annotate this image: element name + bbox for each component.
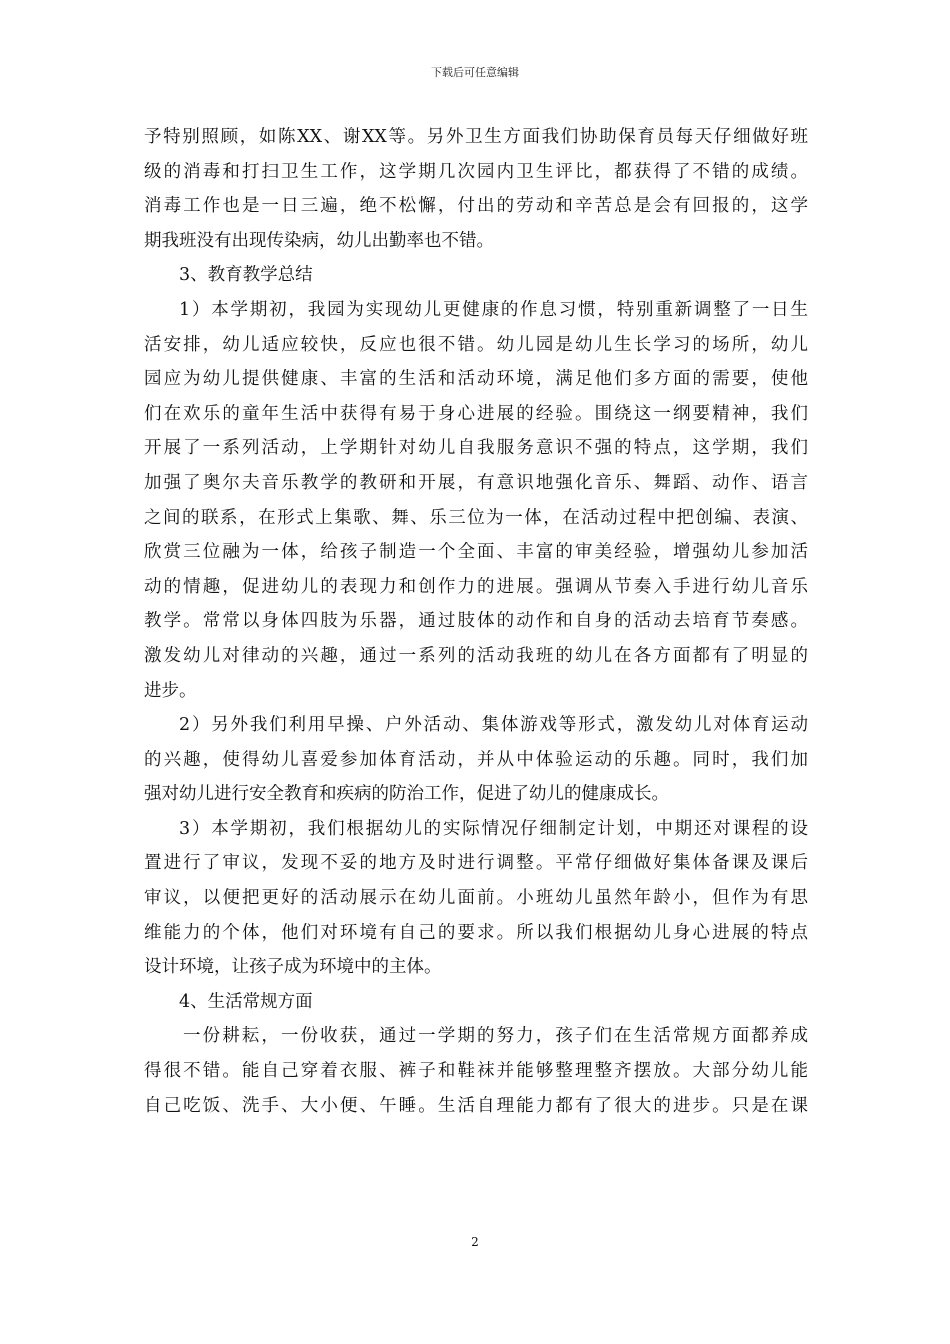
text-line: 2）另外我们利用早操、户外活动、集体游戏等形式，激发幼儿对体育运动: [179, 715, 808, 736]
text-line: 开展了一系列活动，上学期针对幼儿自我服务意识不强的特点，这学期，我们: [144, 438, 808, 459]
text-line: 进步。: [144, 680, 197, 701]
text-line: 活安排，幼儿适应较快，反应也很不错。幼儿园是幼儿生长学习的场所，幼儿: [144, 334, 808, 355]
page-header-note: 下载后可任意编辑: [431, 66, 519, 79]
page-number: 2: [471, 1235, 479, 1249]
text-line: 动的情趣，促进幼儿的表现力和创作力的进展。强调从节奏入手进行幼儿音乐: [144, 576, 808, 597]
section-heading: 4、生活常规方面: [179, 991, 313, 1012]
text-line: 一份耕耘，一份收获，通过一学期的努力，孩子们在生活常规方面都养成: [183, 1026, 808, 1047]
text-line: 园应为幼儿提供健康、丰富的生活和活动环境，满足他们多方面的需要，使他: [144, 369, 808, 390]
text-line: 强对幼儿进行安全教育和疾病的防治工作，促进了幼儿的健康成长。: [144, 784, 669, 805]
text-line: 消毒工作也是一日三遍，绝不松懈，付出的劳动和辛苦总是会有回报的，这学: [144, 196, 808, 217]
text-line: 审议，以便把更好的活动展示在幼儿面前。小班幼儿虽然年龄小，但作为有思: [144, 888, 808, 909]
text-line: 予特别照顾，如陈XX、谢XX等。另外卫生方面我们协助保育员每天仔细做好班: [144, 127, 808, 147]
text-line: 们在欢乐的童年生活中获得有易于身心进展的经验。围绕这一纲要精神，我们: [144, 403, 808, 424]
text-line: 加强了奥尔夫音乐教学的教研和开展，有意识地强化音乐、舞蹈、动作、语言: [144, 472, 808, 493]
section-heading: 3、教育教学总结: [179, 265, 313, 286]
text-line: 3）本学期初，我们根据幼儿的实际情况仔细制定计划，中期还对课程的设: [179, 818, 808, 839]
text-line: 维能力的个体，他们对环境有自己的要求。所以我们根据幼儿身心进展的特点: [144, 922, 808, 943]
document-body: [144, 120, 808, 1123]
text-line: 设计环境，让孩子成为环境中的主体。: [144, 957, 442, 978]
text-line: 的兴趣，使得幼儿喜爱参加体育活动，并从中体验运动的乐趣。同时，我们加: [144, 749, 808, 770]
text-line: 期我班没有出现传染病，幼儿出勤率也不错。: [144, 230, 494, 251]
text-line: 欣赏三位融为一体，给孩子制造一个全面、丰富的审美经验，增强幼儿参加活: [144, 542, 808, 563]
text-line: 1）本学期初，我园为实现幼儿更健康的作息习惯，特别重新调整了一日生: [179, 299, 808, 320]
text-line: 激发幼儿对律动的兴趣，通过一系列的活动我班的幼儿在各方面都有了明显的: [144, 645, 808, 666]
text-line: 自己吃饭、洗手、大小便、午睡。生活自理能力都有了很大的进步。只是在课: [144, 1095, 808, 1116]
text-line: 得很不错。能自己穿着衣服、裤子和鞋袜并能够整理整齐摆放。大部分幼儿能: [144, 1061, 808, 1082]
text-line: 置进行了审议，发现不妥的地方及时进行调整。平常仔细做好集体备课及课后: [144, 853, 808, 874]
text-line: 级的消毒和打扫卫生工作，这学期几次园内卫生评比，都获得了不错的成绩。: [144, 161, 808, 182]
text-line: 教学。常常以身体四肢为乐器，通过肢体的动作和自身的活动去培育节奏感。: [144, 611, 808, 632]
text-line: 之间的联系，在形式上集歌、舞、乐三位为一体，在活动过程中把创编、表演、: [144, 507, 808, 528]
